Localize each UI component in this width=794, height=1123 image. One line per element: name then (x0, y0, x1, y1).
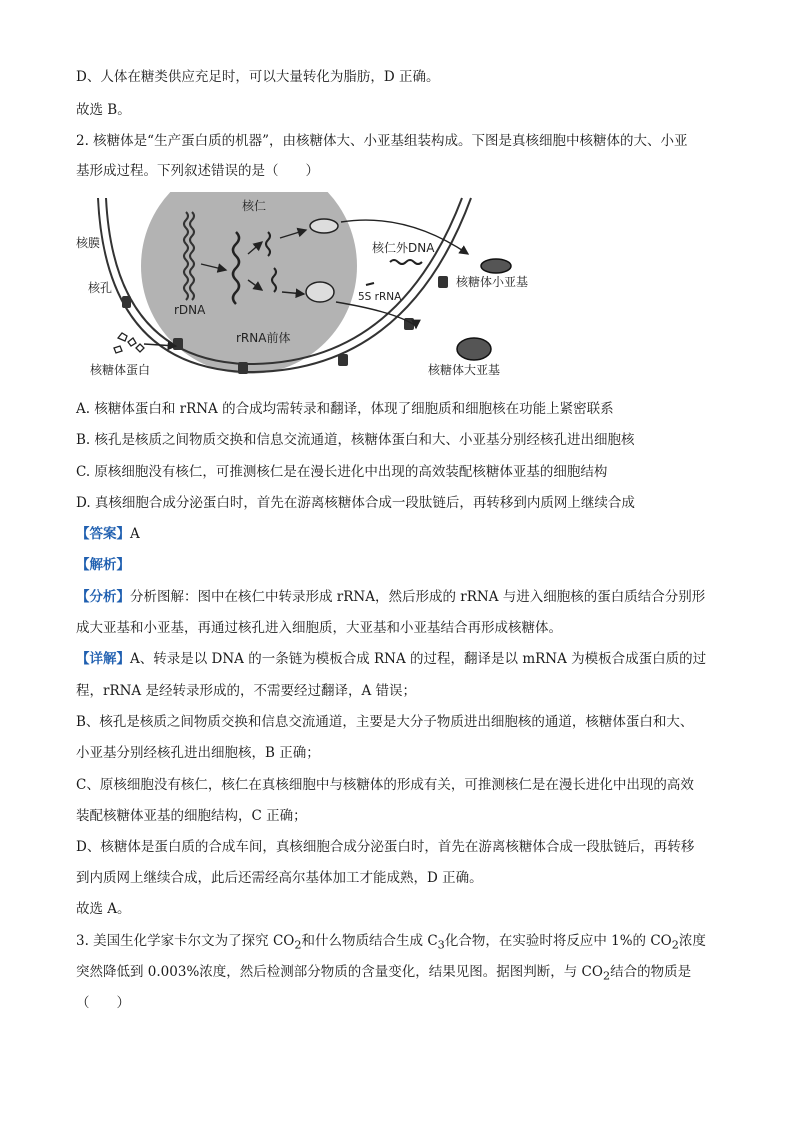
answer-value: A (130, 526, 140, 542)
xiangjie-line: D、核糖体是蛋白质的合成车间，真核细胞合成分泌蛋白时，首先在游离核糖体合成一段肽链后，再转移 (76, 839, 695, 855)
ribosomal-protein (114, 346, 122, 353)
large-subunit-precursor (306, 282, 334, 302)
label-nuclear-pore: 核孔 (88, 281, 113, 295)
arrow (144, 344, 176, 346)
fenxi-text: 分析图解：图中在核仁中转录形成 rRNA，然后形成的 rRNA 与进入细胞核的蛋白质结合分别形 (130, 589, 706, 605)
option-a: A. 核糖体蛋白和 rRNA 的合成均需转录和翻译，体现了细胞质和细胞核在功能上紧密联系 (76, 401, 614, 417)
xiangjie-line: 程，rRNA 是经转录形成的，不需要经过翻译，A 错误； (76, 683, 417, 699)
extranucleolar-dna (390, 260, 422, 264)
option-c: C. 原核细胞没有核仁，可推测核仁是在漫长进化中出现的高效装配核糖体亚基的细胞结构 (76, 464, 608, 480)
q3-text: 和什么物质结合生成 C (301, 933, 438, 949)
ribosomal-protein (118, 333, 127, 341)
ribosomal-protein (136, 344, 144, 352)
q3-text: 突然降低到 0.003%浓度，然后检测部分物质的含量变化，结果见图。据图判断，与 CO (76, 964, 603, 980)
q3-text: 结合的物质是 (610, 964, 692, 980)
question-2-stem: 基形成过程。下列叙述错误的是（ ） (76, 163, 319, 179)
label-5s-rrna: 5S rRNA (358, 291, 402, 303)
label-small-subunit: 核糖体小亚基 (456, 275, 529, 289)
small-subunit-precursor (310, 219, 338, 233)
text-line: D、人体在糖类供应充足时，可以大量转化为脂肪，D 正确。 (76, 69, 440, 85)
fenxi-line: 成大亚基和小亚基，再通过核孔进入细胞质，大亚基和小亚基结合再形成核糖体。 (76, 620, 562, 636)
large-subunit (457, 338, 491, 360)
label-extranucleolar-dna: 核仁外DNA (372, 241, 435, 255)
label-rrna-precursor: rRNA前体 (236, 331, 291, 345)
xiangjie-line: 装配核糖体亚基的细胞结构，C 正确； (76, 808, 307, 824)
xiangjie-line (76, 649, 706, 669)
small-subunit (481, 259, 511, 273)
question-3-stem (76, 931, 706, 956)
ribosomal-protein (128, 338, 136, 346)
label-nucleolus: 核仁 (242, 199, 267, 213)
option-b: B. 核孔是核质之间物质交换和信息交流通道，核糖体蛋白和大、小亚基分别经核孔进出细胞核 (76, 432, 635, 448)
five-s-rrna (366, 283, 374, 285)
question-2-stem: 2. 核糖体是“生产蛋白质的机器”，由核糖体大、小亚基组装构成。下图是真核细胞中核糖体的大、小亚 (76, 133, 688, 149)
q3-text: 浓度 (678, 933, 706, 949)
nuclear-pore (122, 296, 131, 308)
xiangjie-line: C、原核细胞没有核仁，核仁在真核细胞中与核糖体的形成有关，可推测核仁是在漫长进化中出现的高效 (76, 777, 694, 793)
nuclear-pore (173, 338, 183, 350)
subscript: 3 (437, 938, 445, 952)
xiangjie-text: A、转录是以 DNA 的一条链为模板合成 RNA 的过程，翻译是以 mRNA 为模板合成蛋白质的过 (130, 651, 707, 667)
subscript: 2 (602, 969, 611, 983)
text-line: 故选 B。 (76, 102, 131, 118)
label-ribosomal-protein: 核糖体蛋白 (90, 363, 151, 377)
fenxi-tag: 【分析】 (76, 589, 130, 605)
nuclear-pore (238, 362, 248, 374)
nuclear-pore (338, 354, 348, 366)
xiangjie-line: 到内质网上继续合成，此后还需经高尔基体加工才能成熟，D 正确。 (76, 870, 483, 886)
q3-text: 化合物，在实验时将反应中 1%的 CO (444, 933, 672, 949)
subscript: 2 (294, 938, 302, 952)
xiangjie-line: B、核孔是核质之间物质交换和信息交流通道，主要是大分子物质进出细胞核的通道，核糖体蛋白和大、 (76, 714, 694, 730)
label-rdna: rDNA (174, 303, 206, 317)
option-d: D. 真核细胞合成分泌蛋白时，首先在游离核糖体合成一段肽链后，再转移到内质网上继续合成 (76, 495, 635, 511)
ribosome-figure (76, 192, 556, 388)
nuclear-pore (438, 276, 448, 288)
ribosome-diagram (76, 192, 556, 388)
xiangjie-line: 故选 A。 (76, 901, 131, 917)
label-nuclear-membrane: 核膜 (76, 236, 101, 250)
subscript: 2 (671, 938, 679, 952)
question-3-paren: （ ） (76, 995, 130, 1011)
q3-text: 3. 美国生化学家卡尔文为了探究 CO (76, 933, 295, 949)
answer-tag: 【答案】 (76, 526, 130, 542)
question-3-stem (76, 962, 691, 987)
xiangjie-line: 小亚基分别经核孔进出细胞核，B 正确； (76, 745, 320, 761)
analysis-line (76, 555, 130, 575)
answer-line (76, 524, 140, 544)
fenxi-line (76, 587, 705, 607)
label-large-subunit: 核糖体大亚基 (428, 363, 501, 377)
xiangjie-tag: 【详解】 (76, 651, 130, 667)
analysis-tag: 【解析】 (76, 557, 130, 573)
